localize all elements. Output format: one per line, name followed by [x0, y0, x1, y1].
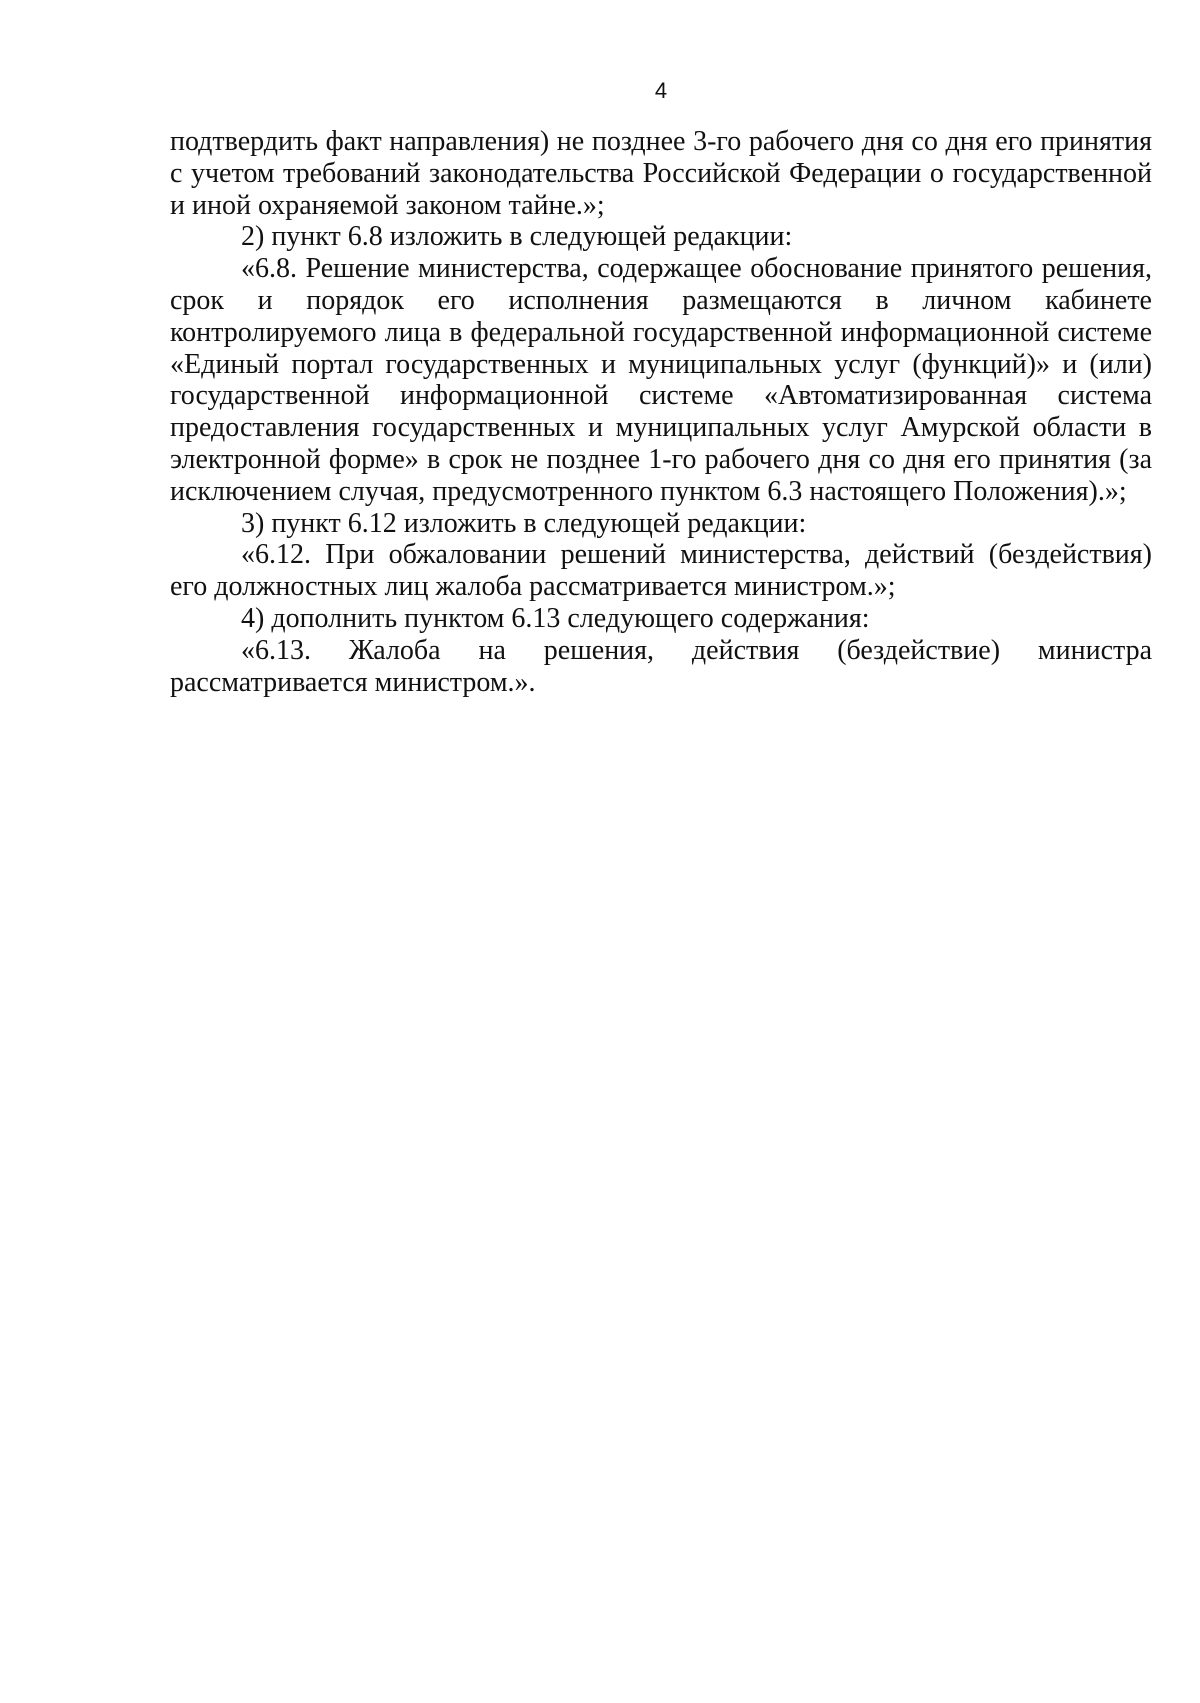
paragraph-continuation: подтвердить факт направления) не позднее 3-го рабочего дня со дня его принятия с учетом требований законодательства Российской Федерации о государственной и иной охраняемой законом тайне.»;	[170, 126, 1152, 221]
document-body	[170, 126, 1152, 698]
page-number: 4	[654, 78, 668, 103]
paragraph-clause-6-12: «6.12. При обжаловании решений министерства, действий (бездействия) его должностных лиц жалоба рассматривается министром.»;	[170, 539, 1152, 603]
paragraph-item-2: 2) пункт 6.8 изложить в следующей редакции:	[241, 221, 793, 253]
paragraph-clause-6-13: «6.13. Жалоба на решения, действия (бездействие) министра рассматривается министром.».	[170, 634, 1152, 698]
paragraph-item-4: 4) дополнить пунктом 6.13 следующего содержания:	[241, 602, 870, 634]
paragraph-clause-6-8: «6.8. Решение министерства, содержащее обоснование принятого решения, срок и порядок его исполнения размещаются в личном кабинете контролируемого лица в федеральной государственной информационной системе «Единый портал государственных и муниципальных услуг (функций)» и (или) государственной информационной системе «Автоматизированная система предоставления государственных и муниципальных услуг Амурской области в электронной форме» в срок не позднее 1-го рабочего дня со дня его принятия (за исключением случая, предусмотренного пунктом 6.3 настоящего Положения).»;	[170, 253, 1152, 507]
paragraph-item-3: 3) пункт 6.12 изложить в следующей редакции:	[241, 507, 807, 539]
